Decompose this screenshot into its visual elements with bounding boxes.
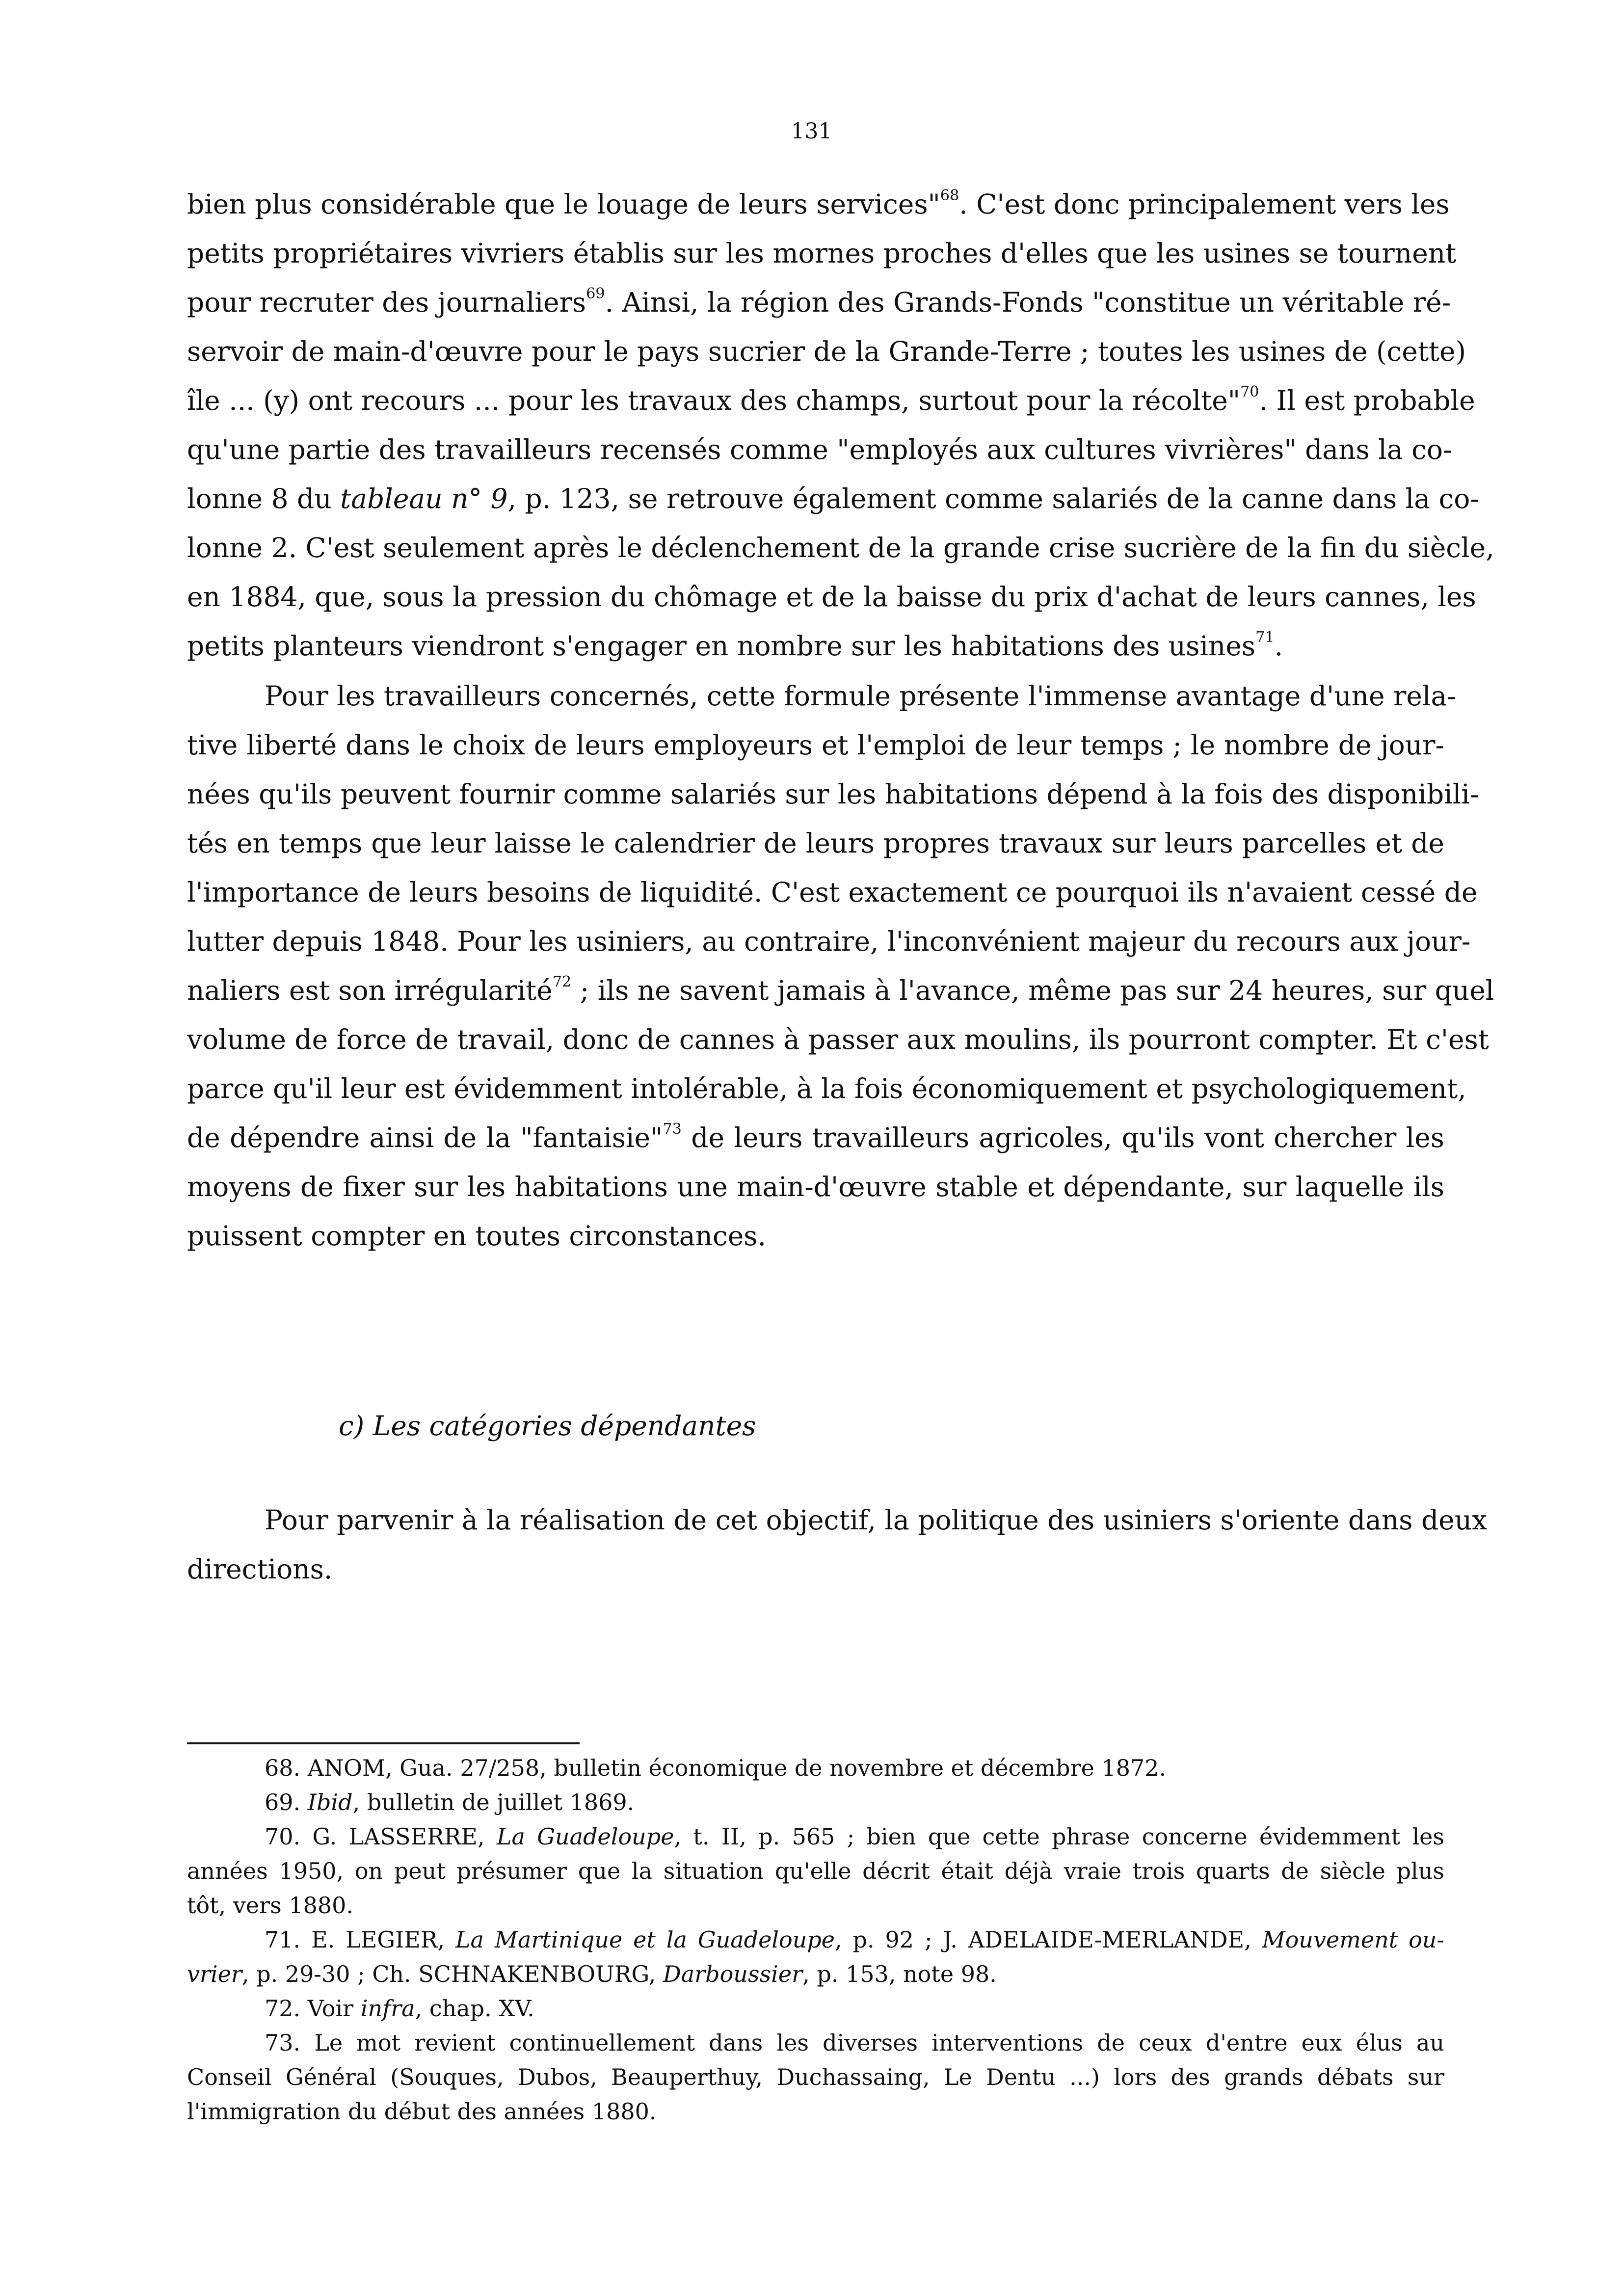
paragraph-line: lutter depuis 1848. Pour les usiniers, au contraire, l'inconvénient majeur du recours aux jour-	[187, 926, 1471, 957]
footnote-ref[interactable]: 71	[1255, 628, 1275, 646]
paragraph-line: Pour parvenir à la réalisation de cet objectif, la politique des usiniers s'oriente dans deux	[265, 1504, 1488, 1536]
footnote-ref[interactable]: 69	[586, 285, 605, 302]
paragraph-1	[187, 180, 1494, 670]
paragraph-line: naliers est son irrégularité$^{72}$ ; ils ne savent jamais à l'avance, même pas sur 24 heures, sur quel	[187, 973, 1494, 1006]
footnote-ref[interactable]: 73	[663, 1120, 682, 1138]
paragraph-line: servoir de main-d'œuvre pour le pays sucrier de la Grande-Terre ; toutes les usines de (cette)	[187, 336, 1466, 367]
footnote-ref[interactable]: 68	[940, 187, 959, 204]
paragraph-line: de dépendre ainsi de la "fantaisie"$^{73}$ de leurs travailleurs agricoles, qu'ils vont chercher les	[187, 1120, 1444, 1153]
paragraph-3	[187, 1495, 1488, 1594]
paragraph-line: volume de force de travail, donc de cannes à passer aux moulins, ils pourront compter. Et c'est	[187, 1024, 1489, 1055]
footnotes	[187, 1751, 1444, 2129]
paragraph-line: petits propriétaires vivriers établis sur les mornes proches d'elles que les usines se tournent	[187, 238, 1457, 269]
footnote-72: 72. Voir infra, chap. XV.	[265, 1995, 534, 2022]
paragraph-line: qu'une partie des travailleurs recensés comme "employés aux cultures vivrières" dans la co-	[187, 434, 1452, 465]
footnote-71: 71. E. LEGIER, La Martinique et la Guadeloupe, p. 92 ; J. ADELAIDE-MERLANDE, Mouvement ou- vrier, p. 29-30 ; Ch. SCHNAKENBOURG, Darboussier, p. 153, note 98.	[187, 1926, 1444, 1987]
footnote-69: 69. Ibid, bulletin de juillet 1869.	[265, 1789, 635, 1815]
paragraph-line: nées qu'ils peuvent fournir comme salariés sur les habitations dépend à la fois des disponibili-	[187, 778, 1479, 810]
footnote-ref[interactable]: 72	[552, 973, 572, 990]
paragraph-line: Pour les travailleurs concernés, cette formule présente l'immense avantage d'une rela-	[265, 680, 1456, 712]
paragraph-line: en 1884, que, sous la pression du chômage et de la baisse du prix d'achat de leurs cannes, les	[187, 581, 1476, 613]
paragraph-line: puissent compter en toutes circonstances.	[187, 1220, 767, 1252]
section-heading: c) Les catégories dépendantes	[339, 1410, 756, 1442]
paragraph-line: lonne 2. C'est seulement après le déclenchement de la grande crise sucrière de la fin du siècle,	[187, 532, 1494, 563]
footnote-separator	[187, 1742, 580, 1744]
paragraph-line: bien plus considérable que le louage de leurs services"$^{68}$. C'est donc principalement vers les	[187, 187, 1450, 220]
paragraph-2	[187, 671, 1494, 1260]
paragraph-line: tive liberté dans le choix de leurs employeurs et l'emploi de leur temps ; le nombre de jour-	[187, 729, 1444, 761]
paragraph-line: moyens de fixer sur les habitations une main-d'œuvre stable et dépendante, sur laquelle ils	[187, 1171, 1444, 1202]
paragraph-line: parce qu'il leur est évidemment intolérable, à la fois économiquement et psychologiquement,	[187, 1073, 1466, 1104]
footnote-73: 73. Le mot revient continuellement dans les diverses interventions de ceux d'entre eux élus au Conseil Général (Souques, Dubos, Beauperthuy, Duchassaing, Le Dentu ...) lors des grands débats sur l'immigration du début des années 1880.	[187, 2029, 1444, 2125]
paragraph-line: petits planteurs viendront s'engager en nombre sur les habitations des usines$^{71}$.	[187, 628, 1283, 662]
paragraph-line: pour recruter des journaliers$^{69}$. Ainsi, la région des Grands-Fonds "constitue un véritable ré-	[187, 285, 1451, 318]
table-reference: tableau n° 9	[340, 483, 508, 514]
paragraph-line: tés en temps que leur laisse le calendrier de leurs propres travaux sur leurs parcelles et de	[187, 828, 1444, 859]
paragraph-line: l'importance de leurs besoins de liquidité. C'est exactement ce pourquoi ils n'avaient cessé de	[187, 877, 1478, 908]
paragraph-line: directions.	[187, 1553, 333, 1585]
page-number: 131	[791, 119, 832, 144]
paragraph-line: lonne 8 du tableau n° 9, p. 123, se retrouve également comme salariés de la canne dans la co-	[187, 483, 1479, 514]
footnote-ref[interactable]: 70	[1240, 383, 1259, 400]
footnote-68: 68. ANOM, Gua. 27/258, bulletin économique de novembre et décembre 1872.	[265, 1755, 1167, 1781]
footnote-70: 70. G. LASSERRE, La Guadeloupe, t. II, p. 565 ; bien que cette phrase concerne évidemment les années 1950, on peut présumer que la situation qu'elle décrit était déjà vraie trois quarts de siècle plus tôt, vers 1880.	[187, 1823, 1444, 1919]
paragraph-line: île ... (y) ont recours ... pour les travaux des champs, surtout pour la récolte"$^{70}$. Il est probable	[187, 383, 1475, 416]
